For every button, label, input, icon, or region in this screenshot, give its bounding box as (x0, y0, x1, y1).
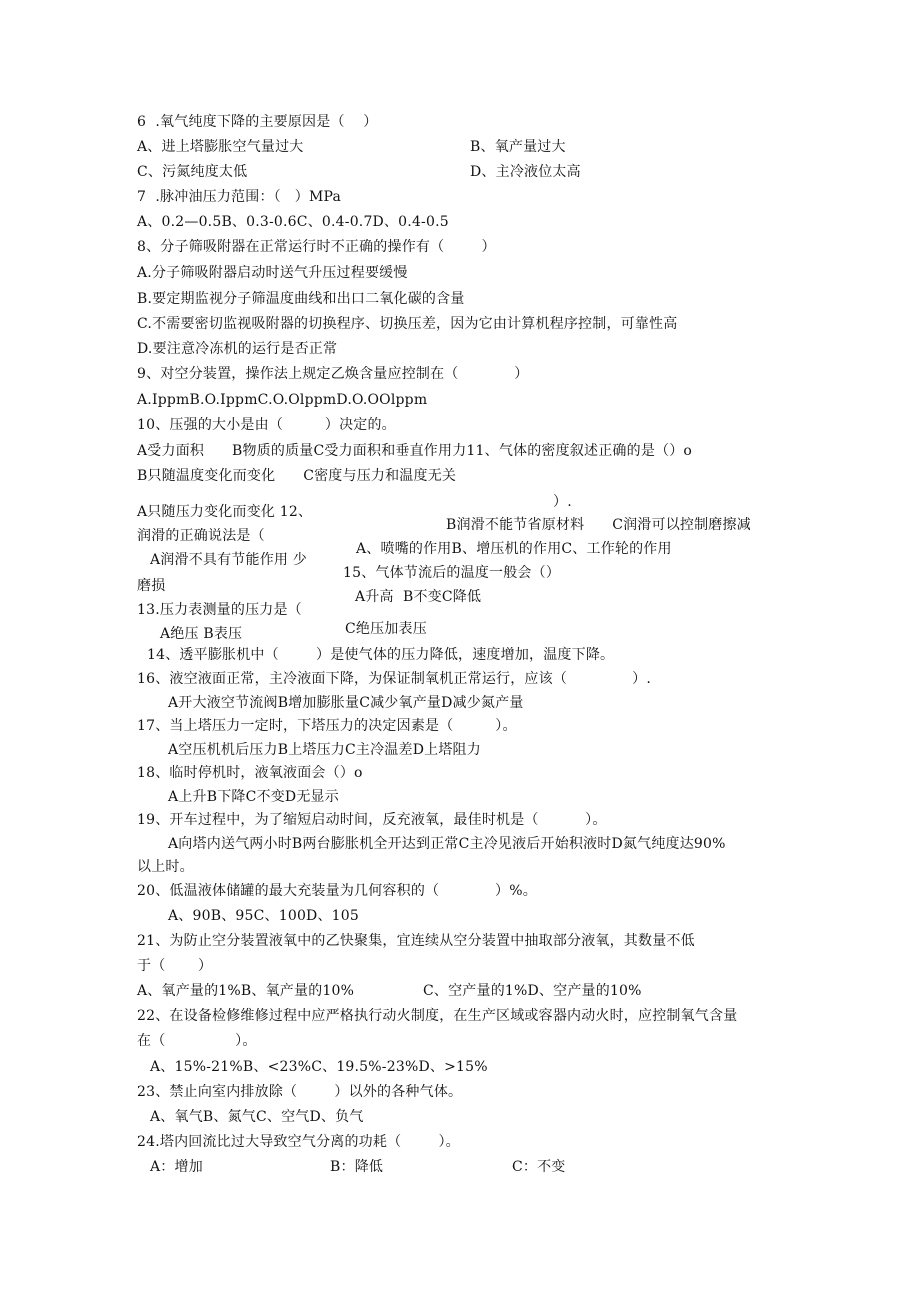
question-13-stem: 13.压力表测量的压力是（ (137, 602, 302, 618)
question-6-option-a: A、进上塔膨胀空气量过大 (137, 139, 304, 155)
question-9-stem: 9、对空分装置，操作法上规定乙焕含量应控制在（ ） (137, 366, 529, 382)
question-22-stem: 22、在设备检修维修过程中应严格执行动火制度，在生产区域或容器内动火时，应控制氧气含量 (137, 1008, 738, 1024)
question-19-options: A向塔内送气两小时B两台膨胀机全开达到正常C主冷见液后开始积液时D氮气纯度达90% (168, 836, 726, 852)
question-11-option-a: A只随压力变化而变化 12、 (137, 504, 313, 520)
question-24-option-a: A：增加 (150, 1159, 203, 1175)
question-8-option-a: A.分子筛吸附器启动时送气升压过程要缓慢 (137, 265, 408, 281)
question-24-stem: 24.塔内回流比过大导致空气分离的功耗（ ）。 (137, 1134, 460, 1150)
question-16-stem: 16、液空液面正常，主冷液面下降，为保证制氧机正常运行，应该（ ）. (137, 671, 651, 687)
question-15-options: A升高 B不变C降低 (355, 589, 482, 605)
question-6-option-c: C、污氮纯度太低 (137, 164, 248, 180)
question-20-options: A、90B、95C、100D、105 (168, 908, 360, 924)
question-11-options-bc: B只随温度变化而变化 C密度与压力和温度无关 (137, 468, 457, 484)
question-12-stem: 润滑的正确说法是（ (137, 528, 265, 544)
question-12-continued: 磨损 (137, 578, 166, 594)
question-20-stem: 20、低温液体储罐的最大充装量为几何容积的（ ）%。 (137, 883, 537, 899)
question-21-options-cd: C、空产量的1%D、空产量的10% (423, 983, 642, 999)
question-8-option-c: C.不需要密切监视吸附器的切换程序、切换压差，因为它由计算机程序控制，可靠性高 (137, 316, 678, 332)
question-22-continued: 在（ ）。 (137, 1033, 257, 1049)
question-24-option-b: B：降低 (330, 1159, 384, 1175)
question-15-stem: 15、气体节流后的温度一般会（） (343, 565, 561, 581)
question-18-stem: 18、临时停机时，液氧液面会（）o (137, 765, 363, 781)
question-13-option-c: C绝压加表压 (345, 621, 427, 637)
question-16-options: A开大液空节流阀B增加膨胀量C减少氧产量D减少氮产量 (168, 695, 524, 711)
question-12-close: ）. (553, 494, 572, 510)
question-14-stem: 14、透平膨胀机中（ ）是使气体的压力降低，速度增加，温度下降。 (147, 647, 615, 663)
question-7-stem: 7 .脉冲油压力范围：（ ）MPa (137, 189, 342, 205)
question-8-stem: 8、分子筛吸附器在正常运行时不正确的操作有（ ） (137, 239, 496, 255)
question-9-options: A.IppmB.O.IppmC.O.OlppmD.O.OOlppm (137, 392, 428, 408)
question-6-option-d: D、主冷液位太高 (470, 164, 581, 180)
question-13-options-ab: A绝压 B表压 (160, 626, 243, 642)
question-12-option-a: A润滑不具有节能作用 少 (150, 552, 307, 568)
question-12-options-bc: B润滑不能节省原材料 C润滑可以控制磨擦减 (446, 517, 751, 533)
question-8-option-b: B.要定期监视分子筛温度曲线和出口二氧化碳的含量 (137, 291, 465, 307)
question-8-option-d: D.要注意冷冻机的运行是否正常 (137, 341, 338, 357)
question-7-options: A、0.2—0.5B、0.3-0.6C、0.4-0.7D、0.4-0.5 (137, 214, 449, 230)
question-6-option-b: B、氧产量过大 (470, 139, 566, 155)
question-23-stem: 23、禁止向室内排放除（ ）以外的各种气体。 (137, 1084, 463, 1100)
question-21-stem: 21、为防止空分装置液氧中的乙快聚集，宜连续从空分装置中抽取部分液氧，其数量不低 (137, 933, 695, 949)
question-17-stem: 17、当上塔压力一定时，下塔压力的决定因素是（ ）。 (137, 718, 517, 734)
question-18-options: A上升B下降C不变D无显示 (168, 789, 339, 805)
question-19-stem: 19、开车过程中，为了缩短启动时间，反充液氧，最佳时机是（ ）。 (137, 812, 607, 828)
question-22-options: A、15%-21%B、<23%C、19.5%-23%D、>15% (150, 1059, 488, 1075)
question-21-continued: 于（ ） (137, 958, 213, 974)
question-10-stem: 10、压强的大小是由（ ）决定的。 (137, 417, 396, 433)
question-19-continued: 以上时。 (137, 859, 194, 875)
question-24-option-c: C：不变 (512, 1159, 566, 1175)
question-14-options: A、喷嘴的作用B、增压机的作用C、工作轮的作用 (356, 541, 672, 557)
question-10-options: A受力面积 B物质的质量C受力面积和垂直作用力11、气体的密度叙述正确的是（）o (137, 443, 693, 459)
question-6-stem: 6 .氧气纯度下降的主要原因是（ ） (137, 114, 378, 130)
question-17-options: A空压机机后压力B上塔压力C主冷温差D上塔阻力 (168, 742, 481, 758)
question-21-options-ab: A、氧产量的1%B、氧产量的10% (137, 983, 355, 999)
question-23-options: A、氧气B、氮气C、空气D、负气 (150, 1109, 364, 1125)
